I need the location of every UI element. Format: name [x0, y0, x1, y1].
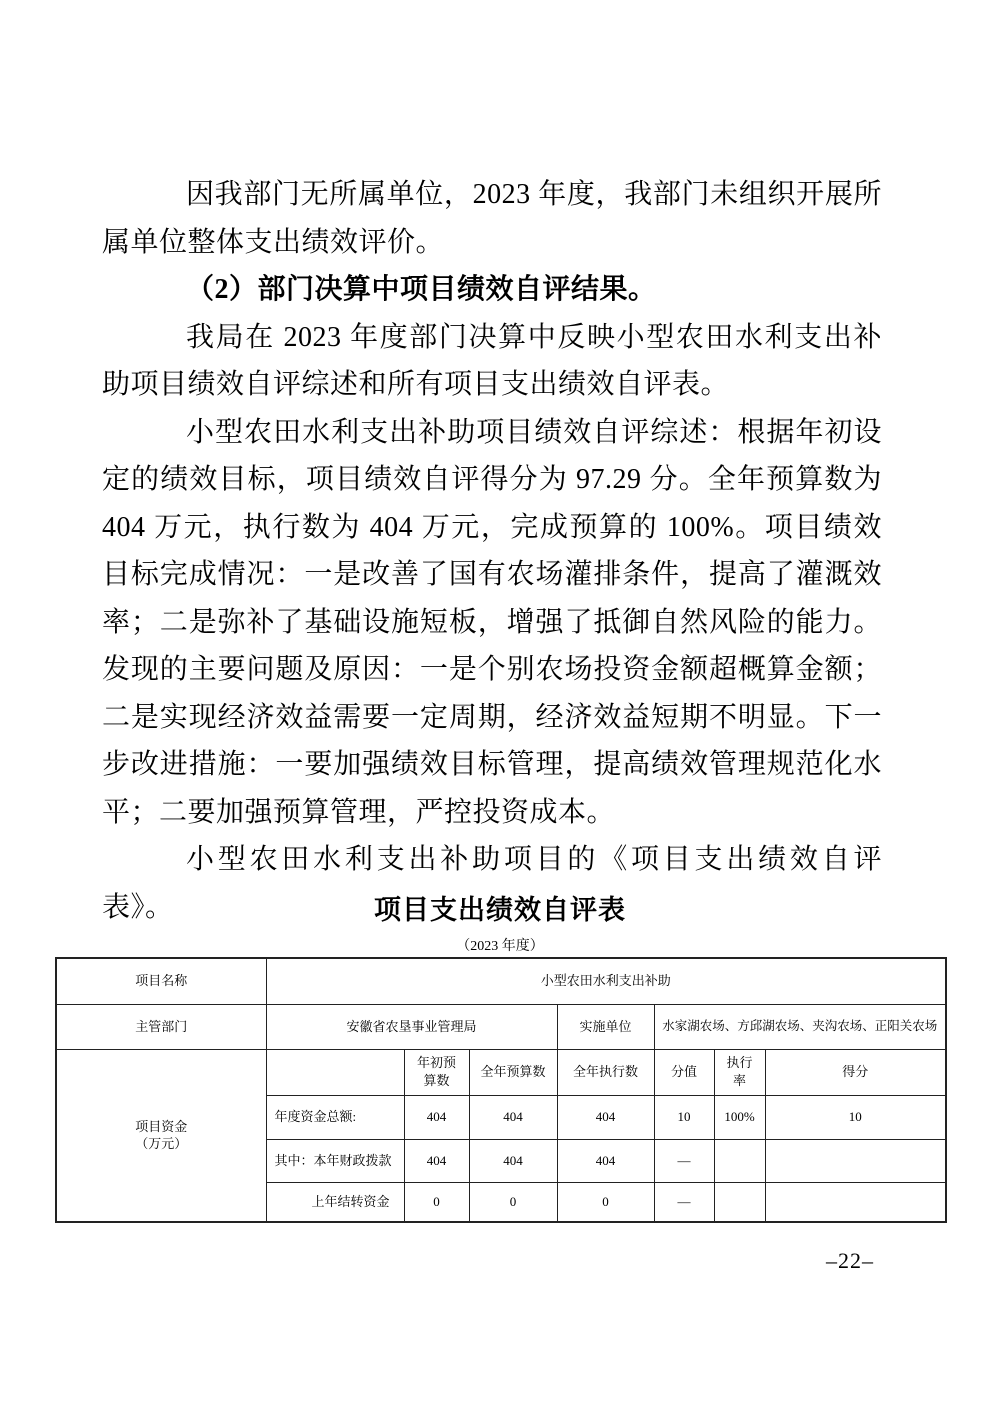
cell-total-score: 10	[765, 1095, 946, 1139]
cell-fiscal-annual-budget: 404	[469, 1139, 557, 1182]
cell-fund-label	[56, 1049, 266, 1222]
table-subtitle: （2023 年度）	[456, 939, 544, 954]
cell-total-annual-budget: 404	[469, 1095, 557, 1139]
cell-header-annual-budget: 全年预算数	[469, 1049, 557, 1095]
table-title: 项目支出绩效自评表	[374, 895, 626, 925]
cell-header-blank	[266, 1049, 404, 1095]
cell-carryover-points: —	[654, 1182, 714, 1222]
table-row-department	[56, 1004, 946, 1049]
cell-dept-value: 安徽省农垦事业管理局	[266, 1004, 557, 1049]
fund-label-line1: 项目资金	[135, 1118, 188, 1134]
body-text-block	[102, 171, 882, 931]
cell-carryover-label: 上年结转资金	[266, 1182, 404, 1222]
cell-fiscal-score	[765, 1139, 946, 1182]
cell-total-points: 10	[654, 1095, 714, 1139]
cell-header-points: 分值	[654, 1049, 714, 1095]
cell-total-funds-label: 年度资金总额:	[266, 1095, 404, 1139]
cell-carryover-initial-budget: 0	[404, 1182, 469, 1222]
paragraph-table-intro: 小型农田水利支出补助项目的《项目支出绩效自评表》。	[102, 844, 882, 923]
cell-dept-label: 主管部门	[56, 1004, 266, 1049]
cell-carryover-score	[765, 1182, 946, 1222]
cell-header-score: 得分	[765, 1049, 946, 1095]
cell-impl-unit-label: 实施单位	[557, 1004, 654, 1049]
cell-total-initial-budget: 404	[404, 1095, 469, 1139]
cell-fiscal-annual-execution: 404	[557, 1139, 654, 1182]
paragraph-no-subordinate-units: 因我部门无所属单位，2023 年度，我部门未组织开展所属单位整体支出绩效评价。	[102, 179, 882, 258]
cell-carryover-annual-execution: 0	[557, 1182, 654, 1222]
cell-carryover-execution-rate	[714, 1182, 765, 1222]
cell-project-name-label: 项目名称	[56, 958, 266, 1004]
paragraph-self-eval-summary: 小型农田水利支出补助项目绩效自评综述：根据年初设定的绩效目标，项目绩效自评得分为 97.29 分。全年预算数为 404 万元，执行数为 404 万元，完成预算的 100%。项目绩效目标完成情况：一是改善了国有农场灌排条件，提高了灌溉效率；二是弥补了基础设施短板，增强了抵御自然风险的能力。发现的主要问题及原因：一是个别农场投资金额超概算金额；二是实现经济效益需要一定周期，经济效益短期不明显。下一步改进措施：一要加强绩效目标管理，提高绩效管理规范化水平；二要加强预算管理，严控投资成本。	[102, 416, 882, 828]
cell-fiscal-points: —	[654, 1139, 714, 1182]
cell-fiscal-initial-budget: 404	[404, 1139, 469, 1182]
cell-header-annual-execution: 全年执行数	[557, 1049, 654, 1095]
heading-self-eval-results: （2）部门决算中项目绩效自评结果。	[186, 274, 657, 305]
table-row-column-headers	[56, 1049, 946, 1095]
cell-impl-unit-value: 水家湖农场、方邱湖农场、夹沟农场、正阳关农场	[654, 1004, 946, 1049]
performance-self-eval-table	[55, 957, 947, 1223]
cell-total-execution-rate: 100%	[714, 1095, 765, 1139]
cell-header-execution-rate: 执行率	[714, 1049, 765, 1095]
page-number: –22–	[826, 1248, 874, 1273]
cell-project-name-value: 小型农田水利支出补助	[266, 958, 946, 1004]
table-row-project	[56, 958, 946, 1004]
paragraph-final-accounts: 我局在 2023 年度部门决算中反映小型农田水利支出补助项目绩效自评综述和所有项目支出绩效自评表。	[102, 321, 882, 400]
cell-fiscal-label: 其中：本年财政拨款	[266, 1139, 404, 1182]
cell-fiscal-execution-rate	[714, 1139, 765, 1182]
cell-header-initial-budget: 年初预算数	[404, 1049, 469, 1095]
cell-total-annual-execution: 404	[557, 1095, 654, 1139]
cell-carryover-annual-budget: 0	[469, 1182, 557, 1222]
fund-label-line2: （万元）	[135, 1136, 188, 1152]
